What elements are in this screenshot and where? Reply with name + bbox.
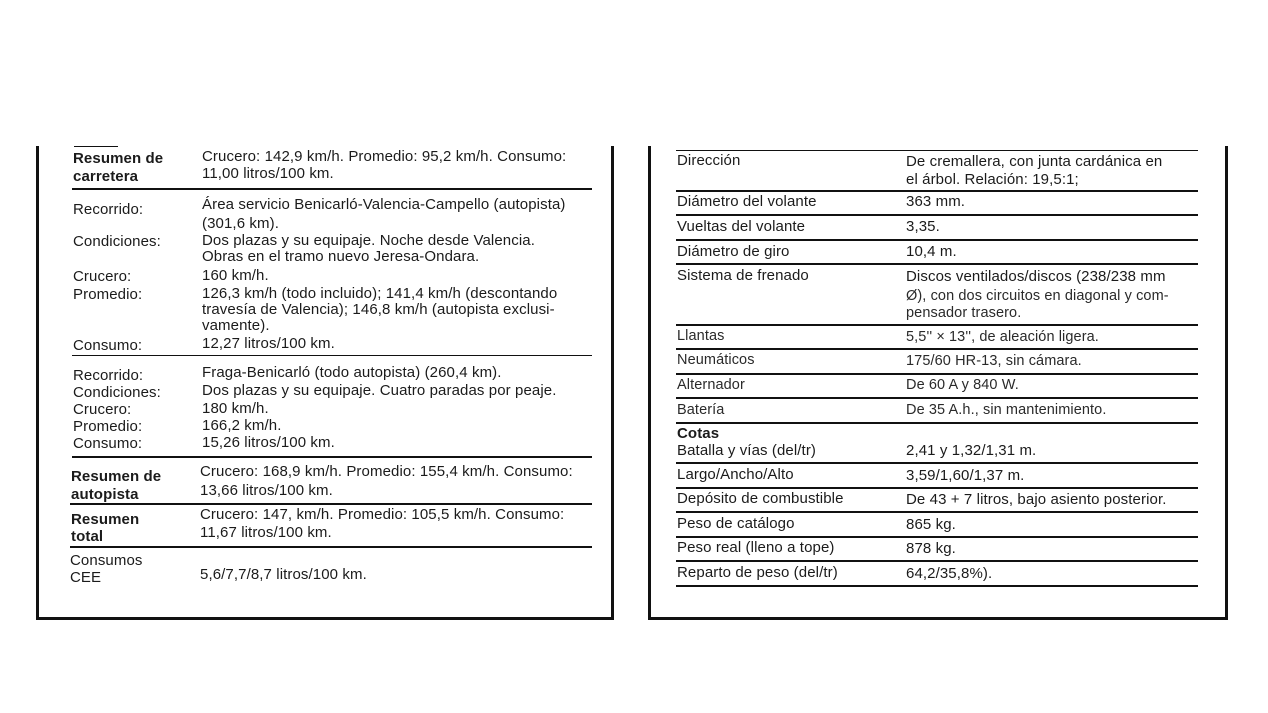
- trip1-condiciones-line-1: Dos plazas y su equipaje. Noche desde Valencia.: [202, 232, 535, 249]
- summary-highway-line-2: 13,66 litros/100 km.: [200, 482, 333, 499]
- trip1-recorrido-line-2: (301,6 km).: [202, 215, 279, 232]
- peso-catalogo-value: 865 kg.: [906, 516, 956, 533]
- deposito-value: De 43 + 7 litros, bajo asiento posterior.: [906, 491, 1167, 508]
- bottom-border: [648, 617, 1228, 620]
- direccion-label: Dirección: [677, 152, 741, 169]
- consumos-cee-label-2: CEE: [70, 569, 102, 586]
- diametro-volante-label: Diámetro del volante: [677, 193, 817, 210]
- trip1-condiciones-label: Condiciones:: [73, 233, 161, 250]
- reparto-label: Reparto de peso (del/tr): [677, 564, 838, 581]
- peso-real-label: Peso real (lleno a tope): [677, 539, 835, 556]
- summary-highway-line-1: Crucero: 168,9 km/h. Promedio: 155,4 km/h. Consumo:: [200, 463, 573, 480]
- alternador-label: Alternador: [677, 377, 745, 393]
- diametro-volante-value: 363 mm.: [906, 193, 966, 210]
- consumption-table: [36, 146, 614, 620]
- left-border: [36, 146, 39, 620]
- rule-5: [70, 546, 592, 548]
- trip2-crucero-value: 180 km/h.: [202, 400, 269, 417]
- reparto-value: 64,2/35,8%).: [906, 565, 993, 582]
- summary-road-line-2: 11,00 litros/100 km.: [202, 165, 334, 182]
- right-border: [611, 146, 614, 620]
- direccion-line-2: el árbol. Relación: 19,5:1;: [906, 171, 1079, 188]
- deposito-label: Depósito de combustible: [677, 490, 844, 507]
- bateria-value: De 35 A.h., sin mantenimiento.: [906, 402, 1107, 418]
- trip1-promedio-line-2: travesía de Valencia); 146,8 km/h (autopista exclusi-: [202, 301, 555, 318]
- summary-total-label-1: Resumen: [71, 511, 140, 528]
- summary-total-line-2: 11,67 litros/100 km.: [200, 524, 332, 541]
- bateria-label: Batería: [677, 402, 725, 418]
- direccion-line-1: De cremallera, con junta cardánica en: [906, 153, 1163, 170]
- largo-value: 3,59/1,60/1,37 m.: [906, 467, 1025, 484]
- vueltas-volante-label: Vueltas del volante: [677, 218, 806, 235]
- rule-r15: [676, 585, 1198, 587]
- trip2-consumo-value: 15,26 litros/100 km.: [202, 434, 335, 451]
- consumos-cee-label-1: Consumos: [70, 552, 143, 569]
- trip1-consumo-value: 12,27 litros/100 km.: [202, 335, 335, 352]
- top-stub-rule: [74, 146, 118, 147]
- rule-1: [72, 188, 592, 190]
- trip2-crucero-label: Crucero:: [73, 401, 132, 418]
- trip1-promedio-label: Promedio:: [73, 286, 143, 303]
- trip1-crucero-label: Crucero:: [73, 268, 132, 285]
- summary-road-line-1: Crucero: 142,9 km/h. Promedio: 95,2 km/h. Consumo:: [202, 148, 567, 165]
- rule-r8: [676, 397, 1198, 399]
- frenado-label: Sistema de frenado: [677, 267, 809, 284]
- rule-r0: [676, 150, 1198, 151]
- trip2-promedio-value: 166,2 km/h.: [202, 417, 282, 434]
- rule-4: [70, 503, 592, 505]
- llantas-value: 5,5'' × 13'', de aleación ligera.: [906, 329, 1099, 345]
- frenado-line-1: Discos ventilados/discos (238/238 mm: [906, 268, 1166, 285]
- trip1-condiciones-line-2: Obras en el tramo nuevo Jeresa-Ondara.: [202, 248, 480, 265]
- rule-r7: [676, 373, 1198, 375]
- rule-r13: [676, 536, 1198, 538]
- summary-total-line-1: Crucero: 147, km/h. Promedio: 105,5 km/h. Consumo:: [200, 506, 565, 523]
- summary-total-label-2: total: [71, 528, 104, 545]
- batalla-label: Batalla y vías (del/tr): [677, 442, 817, 459]
- right-border: [1225, 146, 1228, 620]
- neumaticos-label: Neumáticos: [677, 352, 755, 368]
- bottom-border: [36, 617, 614, 620]
- peso-catalogo-label: Peso de catálogo: [677, 515, 795, 532]
- summary-highway-label-2: autopista: [71, 486, 139, 503]
- diametro-giro-value: 10,4 m.: [906, 243, 957, 260]
- rule-r6: [676, 348, 1198, 350]
- specs-table: [648, 146, 1228, 620]
- trip1-recorrido-label: Recorrido:: [73, 201, 144, 218]
- alternador-value: De 60 A y 840 W.: [906, 377, 1019, 393]
- rule-r10: [676, 462, 1198, 464]
- trip1-promedio-line-1: 126,3 km/h (todo incluido); 141,4 km/h (descontando: [202, 285, 558, 302]
- batalla-value: 2,41 y 1,32/1,31 m.: [906, 442, 1037, 459]
- frenado-line-3: pensador trasero.: [906, 305, 1022, 321]
- vueltas-volante-value: 3,35.: [906, 218, 940, 235]
- llantas-label: Llantas: [677, 328, 725, 344]
- rule-r2: [676, 214, 1198, 216]
- rule-r12: [676, 511, 1198, 513]
- trip2-promedio-label: Promedio:: [73, 418, 143, 435]
- trip2-consumo-label: Consumo:: [73, 435, 143, 452]
- summary-road-label-1: Resumen de: [73, 150, 164, 167]
- trip2-recorrido-value: Fraga-Benicarló (todo autopista) (260,4 km).: [202, 364, 502, 381]
- trip1-recorrido-line-1: Área servicio Benicarló-Valencia-Campello (autopista): [202, 196, 566, 213]
- neumaticos-value: 175/60 HR-13, sin cámara.: [906, 353, 1082, 369]
- trip1-consumo-label: Consumo:: [73, 337, 143, 354]
- summary-road-label-2: carretera: [73, 168, 139, 185]
- rule-r9: [676, 422, 1198, 424]
- rule-2: [72, 355, 592, 356]
- rule-r1: [676, 190, 1198, 192]
- consumos-cee-value: 5,6/7,7/8,7 litros/100 km.: [200, 566, 367, 583]
- rule-r11: [676, 487, 1198, 489]
- largo-label: Largo/Ancho/Alto: [677, 466, 794, 483]
- trip2-condiciones-label: Condiciones:: [73, 384, 161, 401]
- trip2-recorrido-label: Recorrido:: [73, 367, 144, 384]
- rule-r3: [676, 239, 1198, 241]
- frenado-line-2: Ø), con dos circuitos en diagonal y com-: [906, 288, 1169, 304]
- left-border: [648, 146, 651, 620]
- summary-highway-label-1: Resumen de: [71, 468, 162, 485]
- rule-3: [72, 456, 592, 458]
- rule-r5: [676, 324, 1198, 326]
- peso-real-value: 878 kg.: [906, 540, 956, 557]
- diametro-giro-label: Diámetro de giro: [677, 243, 790, 260]
- rule-r4: [676, 263, 1198, 265]
- rule-r14: [676, 560, 1198, 562]
- trip1-promedio-line-3: vamente).: [202, 317, 270, 334]
- trip1-crucero-value: 160 km/h.: [202, 267, 269, 284]
- trip2-condiciones-value: Dos plazas y su equipaje. Cuatro paradas por peaje.: [202, 382, 557, 399]
- cotas-heading: Cotas: [677, 425, 720, 442]
